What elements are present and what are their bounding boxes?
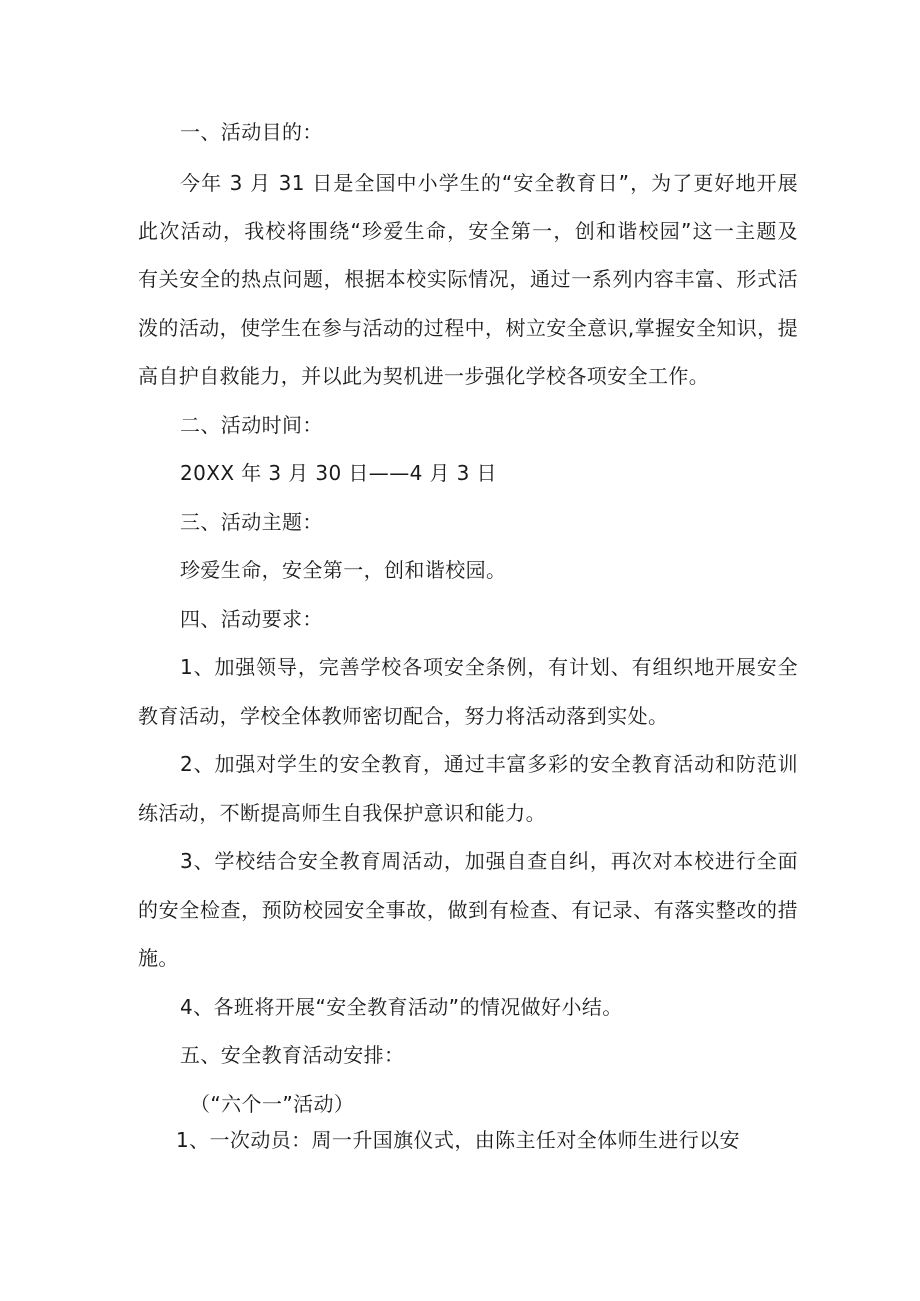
section-heading-purpose: 一、活动目的： bbox=[180, 120, 323, 144]
activity-dates: 20XX 年 3 月 30 日——4 月 3 日 bbox=[180, 461, 497, 485]
requirement-line: 教育活动，学校全体教师密切配合，努力将活动落到实处。 bbox=[138, 704, 669, 728]
arrangement-subheading: （“六个一”活动） bbox=[190, 1092, 355, 1116]
requirement-line: 练活动，不断提高师生自我保护意识和能力。 bbox=[138, 801, 546, 825]
activity-theme: 珍爱生命，安全第一，创和谐校园。 bbox=[180, 558, 507, 582]
requirement-line: 施。 bbox=[138, 946, 179, 970]
requirement-line: 1、加强领导，完善学校各项安全条例，有计划、有组织地开展安全 bbox=[180, 655, 798, 679]
requirement-line: 的安全检查，预防校园安全事故，做到有检查、有记录、有落实整改的措 bbox=[138, 898, 798, 922]
section-heading-theme: 三、活动主题： bbox=[180, 510, 323, 534]
paragraph-line: 今年 3 月 31 日是全国中小学生的“安全教育日”，为了更好地开展 bbox=[180, 171, 798, 195]
section-heading-arrangement: 五、安全教育活动安排： bbox=[180, 1043, 405, 1067]
paragraph-line: 有关安全的热点问题，根据本校实际情况，通过一系列内容丰富、形式活 bbox=[138, 267, 798, 291]
paragraph-line: 泼的活动，使学生在参与活动的过程中，树立安全意识,掌握安全知识，提 bbox=[138, 316, 798, 340]
arrangement-item: 1、一次动员：周一升国旗仪式，由陈主任对全体师生进行以安 bbox=[176, 1128, 740, 1152]
requirement-line: 3、学校结合安全教育周活动，加强自查自纠，再次对本校进行全面 bbox=[180, 849, 798, 873]
requirement-line: 2、加强对学生的安全教育，通过丰富多彩的安全教育活动和防范训 bbox=[180, 752, 798, 776]
section-heading-time: 二、活动时间： bbox=[180, 413, 323, 437]
section-heading-requirements: 四、活动要求： bbox=[180, 607, 323, 631]
paragraph-line: 此次活动，我校将围绕“珍爱生命，安全第一，创和谐校园”这一主题及 bbox=[138, 219, 798, 243]
paragraph-line: 高自护自救能力，并以此为契机进一步强化学校各项安全工作。 bbox=[138, 364, 710, 388]
requirement-line: 4、各班将开展“安全教育活动”的情况做好小结。 bbox=[180, 995, 623, 1019]
